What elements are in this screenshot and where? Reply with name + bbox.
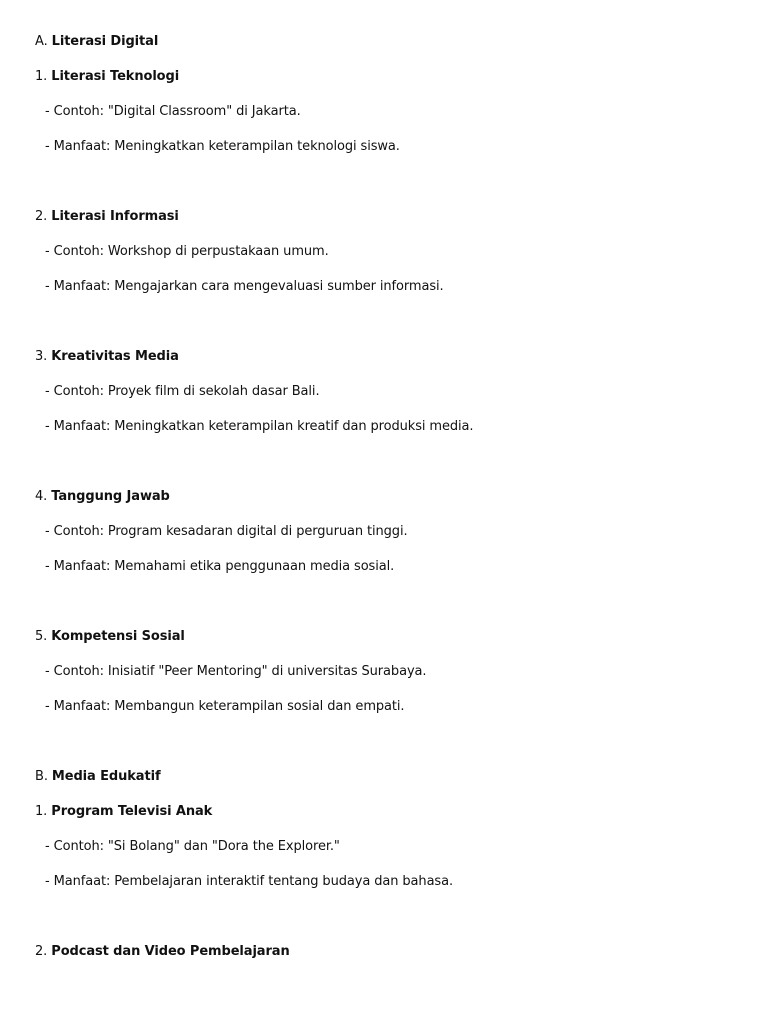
- item-benefit: - Manfaat: Pembelajaran interaktif tentang budaya dan bahasa.: [45, 874, 454, 889]
- item-heading-a2: [35, 208, 179, 226]
- item-heading-a5: [35, 628, 185, 646]
- item-title: Literasi Informasi: [51, 209, 179, 224]
- item-benefit: - Manfaat: Meningkatkan keterampilan teknologi siswa.: [45, 139, 400, 154]
- item-title: Kreativitas Media: [51, 349, 179, 364]
- section-marker: B.: [35, 769, 48, 784]
- item-heading-a4: [35, 488, 170, 506]
- item-heading-b1: [35, 803, 212, 821]
- item-benefit: - Manfaat: Membangun keterampilan sosial dan empati.: [45, 699, 405, 714]
- item-marker: 1.: [35, 804, 48, 819]
- item-marker: 2.: [35, 944, 48, 959]
- item-example: - Contoh: Workshop di perpustakaan umum.: [45, 244, 329, 259]
- item-example: - Contoh: Proyek film di sekolah dasar Bali.: [45, 384, 320, 399]
- item-heading-a3: [35, 348, 179, 366]
- item-benefit: - Manfaat: Memahami etika penggunaan media sosial.: [45, 559, 395, 574]
- section-marker: A.: [35, 34, 48, 49]
- item-title: Kompetensi Sosial: [51, 629, 185, 644]
- item-marker: 4.: [35, 489, 48, 504]
- item-title: Program Televisi Anak: [51, 804, 213, 819]
- item-title: Tanggung Jawab: [51, 489, 170, 504]
- item-heading-a1: [35, 68, 179, 86]
- item-marker: 1.: [35, 69, 48, 84]
- item-benefit: - Manfaat: Mengajarkan cara mengevaluasi sumber informasi.: [45, 279, 444, 294]
- item-title: Podcast dan Video Pembelajaran: [51, 944, 290, 959]
- item-marker: 2.: [35, 209, 48, 224]
- item-marker: 3.: [35, 349, 48, 364]
- item-benefit: - Manfaat: Meningkatkan keterampilan kreatif dan produksi media.: [45, 419, 474, 434]
- item-title: Literasi Teknologi: [51, 69, 180, 84]
- section-title: Media Edukatif: [51, 769, 161, 784]
- item-example: - Contoh: Inisiatif "Peer Mentoring" di universitas Surabaya.: [45, 664, 427, 679]
- section-title: Literasi Digital: [51, 34, 159, 49]
- item-example: - Contoh: "Si Bolang" dan "Dora the Explorer.": [45, 839, 340, 854]
- section-heading-a: [35, 33, 158, 51]
- item-example: - Contoh: "Digital Classroom" di Jakarta.: [45, 104, 301, 119]
- item-example: - Contoh: Program kesadaran digital di perguruan tinggi.: [45, 524, 408, 539]
- item-heading-b2: [35, 943, 290, 961]
- section-heading-b: [35, 768, 161, 786]
- item-marker: 5.: [35, 629, 48, 644]
